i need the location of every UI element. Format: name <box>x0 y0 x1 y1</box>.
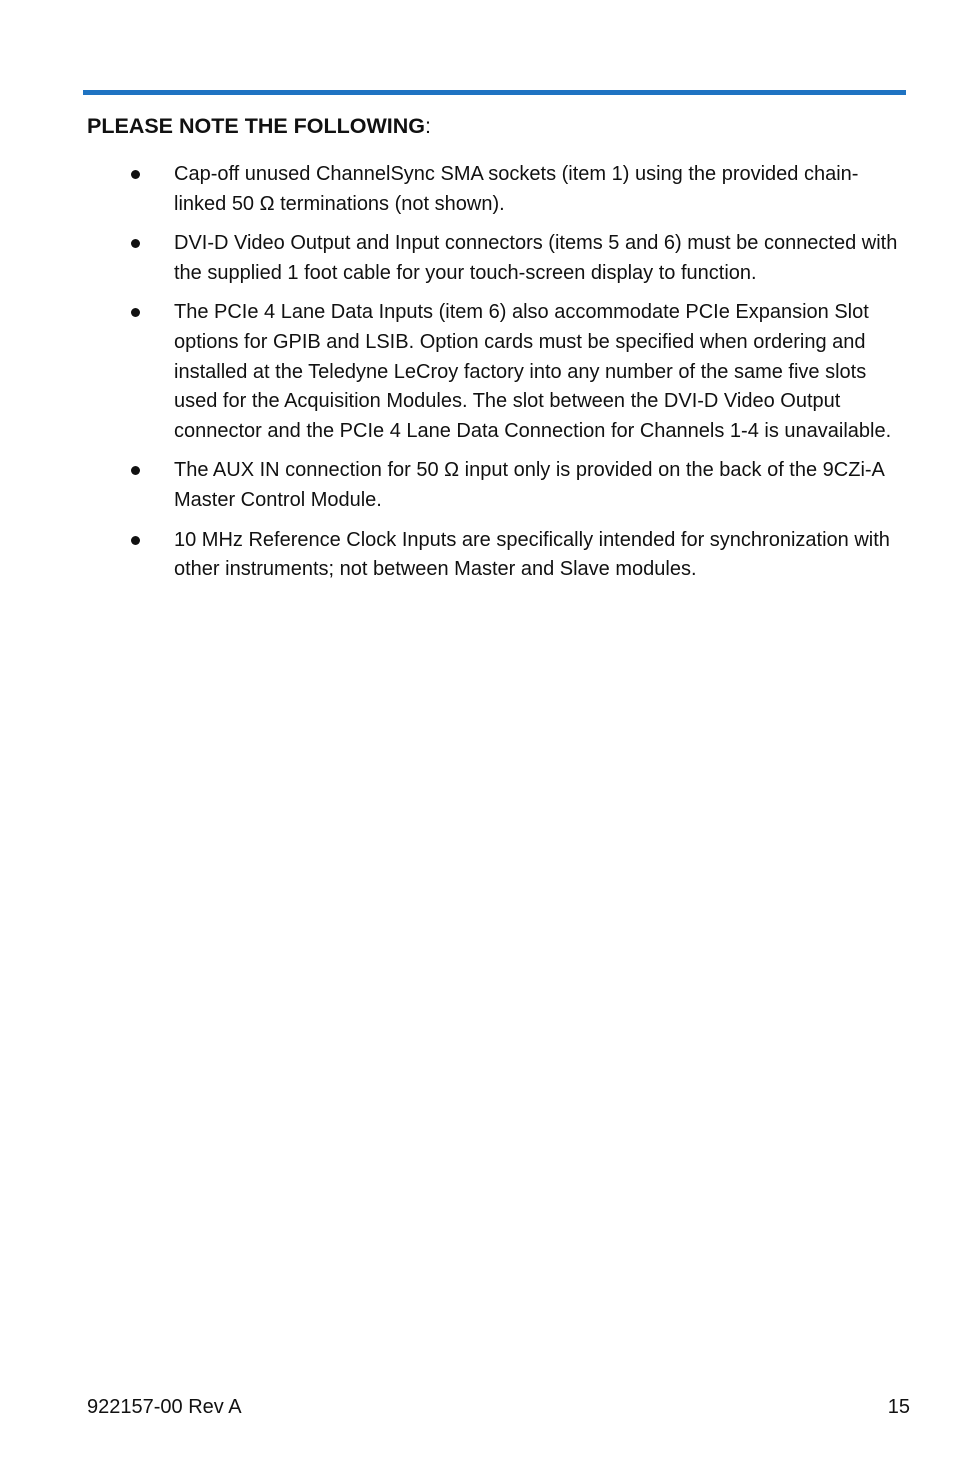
notes-list <box>129 160 901 595</box>
note-item <box>129 298 901 446</box>
note-item <box>129 229 901 288</box>
bullet-icon <box>131 170 140 179</box>
footer-doc-number: 922157-00 Rev A <box>87 1396 242 1418</box>
bullet-icon <box>131 466 140 475</box>
section-heading <box>87 112 431 140</box>
bullet-icon <box>131 536 140 545</box>
note-item <box>129 526 901 585</box>
bullet-icon <box>131 239 140 248</box>
note-text: The AUX IN connection for 50 Ω input only is provided on the back of the 9CZi-A Master Control Module. <box>174 459 884 511</box>
section-heading-colon: : <box>425 114 432 138</box>
bullet-icon <box>131 308 140 317</box>
header-rule <box>83 90 906 95</box>
note-text: 10 MHz Reference Clock Inputs are specifically intended for synchronization with other instruments; not between Master and Slave modules. <box>174 528 890 581</box>
note-item <box>129 160 901 219</box>
note-item <box>129 456 901 515</box>
section-heading-text: PLEASE NOTE THE FOLLOWING <box>87 114 426 138</box>
note-text: Cap-off unused ChannelSync SMA sockets (item 1) using the provided chain-linked 50 Ω terminations (not shown). <box>174 163 859 215</box>
note-text: DVI-D Video Output and Input connectors (items 5 and 6) must be connected with the supplied 1 foot cable for your touch-screen display to function. <box>174 232 898 284</box>
footer-page-number: 15 <box>887 1396 910 1418</box>
note-text: The PCIe 4 Lane Data Inputs (item 6) also accommodate PCIe Expansion Slot options for GPIB and LSIB. Option cards must be specified when ordering and installed at the Teledyne LeCroy factory into any number of the same five slots used for the Acquisition Modules. The slot between the DVI-D Video Output connector and the PCIe 4 Lane Data Connection for Channels 1-4 is unavailable. <box>174 301 892 442</box>
